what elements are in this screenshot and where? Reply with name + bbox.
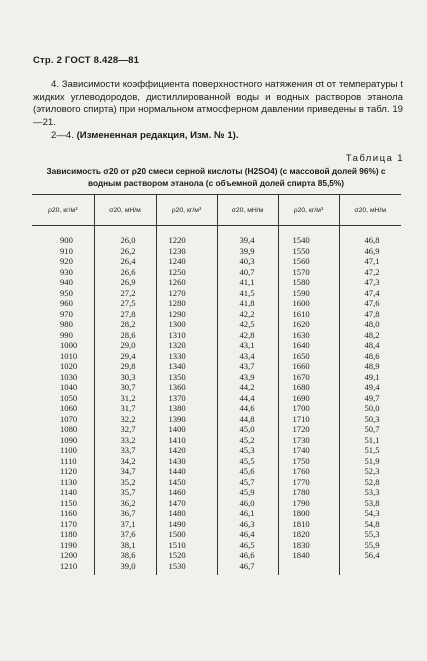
table-row: [32, 340, 401, 351]
table-cell: 1780: [278, 487, 339, 498]
table-cell: 31,7: [94, 403, 156, 414]
table-cell: 900: [60, 235, 73, 245]
table-cell: 1660: [278, 361, 339, 372]
table-cell: 1400: [156, 424, 217, 435]
table-cell: 49,4: [339, 382, 401, 393]
table-cell: 51,1: [339, 435, 401, 446]
table-cell: 1520: [156, 550, 217, 561]
table-cell: 1750: [278, 456, 339, 467]
table-cell: 1040: [60, 382, 78, 392]
table-cell: 39,9: [217, 246, 278, 257]
table-cell: 45,6: [217, 466, 278, 477]
table-cell: 37,6: [94, 529, 156, 540]
table-cell: 44,4: [217, 393, 278, 404]
table-cell: 1270: [156, 288, 217, 299]
table-cell: 48,2: [339, 330, 401, 341]
column-header: ρ20, кг/м³: [278, 195, 339, 226]
table-cell: 1320: [156, 340, 217, 351]
table-row: [32, 519, 401, 530]
table-cell: 45,9: [217, 487, 278, 498]
table-cell: 1000: [60, 340, 78, 350]
table-cell: 1790: [278, 498, 339, 509]
table-cell: 52,8: [339, 477, 401, 488]
table-cell: 1220: [156, 226, 217, 246]
table-cell: 1680: [278, 382, 339, 393]
table-cell: 910: [60, 245, 73, 256]
table-cell: 1080: [60, 424, 78, 434]
table-cell: 37,1: [94, 519, 156, 530]
table-row: [32, 435, 401, 446]
table-row: [32, 414, 401, 425]
table-cell: 1670: [278, 372, 339, 383]
table-cell: 1760: [278, 466, 339, 477]
table-cell: 38,6: [94, 550, 156, 561]
table-cell: 1480: [156, 508, 217, 519]
table-row: [32, 477, 401, 488]
table-cell: 1610: [278, 309, 339, 320]
table-row: [32, 298, 401, 309]
table-cell: 1690: [278, 393, 339, 404]
table-cell: 27,5: [94, 298, 156, 309]
table-cell: 950: [60, 287, 73, 298]
table-cell: 1290: [156, 309, 217, 320]
table-cell: 48,0: [339, 319, 401, 330]
table-cell: 1550: [278, 246, 339, 257]
table-cell: 53,3: [339, 487, 401, 498]
table-cell: 45,3: [217, 445, 278, 456]
table-cell: 1590: [278, 288, 339, 299]
table-cell: 1410: [156, 435, 217, 446]
table-cell: 48,6: [339, 351, 401, 362]
table-cell: 46,6: [217, 550, 278, 561]
table-cell: 50,7: [339, 424, 401, 435]
table-row: [32, 487, 401, 498]
table-cell: 48,4: [339, 340, 401, 351]
column-header: ρ20, кг/м³: [156, 195, 217, 226]
table-cell: 46,4: [217, 529, 278, 540]
table-cell: 27,8: [94, 309, 156, 320]
table-cell: 1720: [278, 424, 339, 435]
table-cell: 49,1: [339, 372, 401, 383]
table-header-row: [32, 195, 401, 226]
table-cell: 1150: [60, 497, 77, 508]
table-cell: 42,5: [217, 319, 278, 330]
table-row: [32, 508, 401, 519]
table-cell: 47,8: [339, 309, 401, 320]
table-cell: 41,8: [217, 298, 278, 309]
table-cell: 28,2: [94, 319, 156, 330]
table-row: [32, 288, 401, 299]
table-cell: 1390: [156, 414, 217, 425]
column-header: ρ20, кг/м³: [32, 195, 94, 226]
table-cell: 34,7: [94, 466, 156, 477]
table-row: [32, 351, 401, 362]
table-cell: 1130: [60, 476, 77, 487]
table-cell: 1820: [278, 529, 339, 540]
table-cell: 47,2: [339, 267, 401, 278]
table-cell: 1420: [156, 445, 217, 456]
table-cell: 30,7: [94, 382, 156, 393]
table-cell: 1120: [60, 466, 77, 476]
table-row: [32, 361, 401, 372]
table-row: [32, 466, 401, 477]
table-cell: 930: [60, 266, 73, 277]
table-cell: 54,3: [339, 508, 401, 519]
table-cell: 1010: [60, 350, 78, 361]
table-cell: 1620: [278, 319, 339, 330]
table-cell: [339, 561, 401, 576]
paragraph-4-text: 4. Зависимости коэффициента поверхностного натяжения σt от температуры t жидких углеводородов, дистиллированной воды и водных растворов этанола (этилового спирта) при нормальном атмосферном давлении приведены в табл. 19—21.: [33, 79, 403, 128]
table-cell: 1450: [156, 477, 217, 488]
table-cell: 45,0: [217, 424, 278, 435]
table-cell: 1340: [156, 361, 217, 372]
table-cell: 1510: [156, 540, 217, 551]
table-cell: 1190: [60, 539, 77, 550]
table-row: [32, 319, 401, 330]
table-cell: 1210: [60, 560, 78, 571]
table-cell: 40,7: [217, 267, 278, 278]
table-cell: 56,4: [339, 550, 401, 561]
table-cell: 1260: [156, 277, 217, 288]
table-cell: 29,0: [94, 340, 156, 351]
table-cell: 1140: [60, 487, 77, 497]
table-cell: 51,9: [339, 456, 401, 467]
amendment-note-prefix: 2—4.: [51, 130, 74, 141]
density-surface-tension-table: [32, 194, 401, 575]
table-cell: 46,5: [217, 540, 278, 551]
table-row: [32, 529, 401, 540]
table-cell: 1490: [156, 519, 217, 530]
table-cell: 26,2: [94, 246, 156, 257]
table-cell: 32,7: [94, 424, 156, 435]
column-header: σ20, мН/м: [339, 195, 401, 226]
table-cell: 1160: [60, 508, 77, 518]
table-cell: 1090: [60, 434, 78, 445]
table-cell: 44,8: [217, 414, 278, 425]
table-cell: 990: [60, 329, 73, 340]
table-cell: 1730: [278, 435, 339, 446]
table-cell: 1580: [278, 277, 339, 288]
table-cell: 1330: [156, 351, 217, 362]
table-cell: 32,2: [94, 414, 156, 425]
table-cell: 1100: [60, 445, 77, 455]
table-cell: 940: [60, 277, 73, 287]
table-cell: 36,7: [94, 508, 156, 519]
table-row: [32, 393, 401, 404]
table-cell: 53,8: [339, 498, 401, 509]
table-cell: 46,0: [217, 498, 278, 509]
table-cell: 39,4: [217, 226, 278, 246]
table-cell: 51,5: [339, 445, 401, 456]
table-cell: 1770: [278, 477, 339, 488]
table-row: [32, 456, 401, 467]
table-cell: 1460: [156, 487, 217, 498]
table-cell: 34,2: [94, 456, 156, 467]
table-cell: 1230: [156, 246, 217, 257]
table-cell: 29,8: [94, 361, 156, 372]
table-cell: 1380: [156, 403, 217, 414]
table-cell: 46,7: [217, 561, 278, 576]
table-cell: 1070: [60, 413, 78, 424]
amendment-note-text: (Измененная редакция, Изм. № 1).: [76, 130, 239, 141]
table-cell: 980: [60, 319, 73, 329]
table-cell: 36,2: [94, 498, 156, 509]
table-cell: 44,2: [217, 382, 278, 393]
table-cell: 43,1: [217, 340, 278, 351]
table-cell: 1050: [60, 392, 78, 403]
table-cell: 45,2: [217, 435, 278, 446]
table-row: [32, 330, 401, 341]
table-cell: 1360: [156, 382, 217, 393]
page-header: Стр. 2 ГОСТ 8.428—81: [33, 55, 140, 66]
table-cell: 1300: [156, 319, 217, 330]
table-cell: 1540: [278, 226, 339, 246]
table-cell: 920: [60, 256, 73, 266]
table-row: [32, 309, 401, 320]
table-cell: 46,9: [339, 246, 401, 257]
table-cell: 43,4: [217, 351, 278, 362]
table-cell: 31,2: [94, 393, 156, 404]
table-cell: 1740: [278, 445, 339, 456]
table-cell: 38,1: [94, 540, 156, 551]
table-cell: 1440: [156, 466, 217, 477]
table-cell: 26,4: [94, 256, 156, 267]
table-cell: 44,6: [217, 403, 278, 414]
table-cell: 28,6: [94, 330, 156, 341]
table-cell: 1030: [60, 371, 78, 382]
table-cell: 42,8: [217, 330, 278, 341]
table-cell: 42,2: [217, 309, 278, 320]
table-cell: 1800: [278, 508, 339, 519]
table-cell: 40,3: [217, 256, 278, 267]
table-cell: 30,3: [94, 372, 156, 383]
table-cell: 55,9: [339, 540, 401, 551]
table-cell: 1560: [278, 256, 339, 267]
table-cell: 1700: [278, 403, 339, 414]
table-cell: 35,2: [94, 477, 156, 488]
table-cell: 41,1: [217, 277, 278, 288]
table-row: [32, 246, 401, 257]
paragraph-4: [33, 79, 403, 129]
table-cell: 50,3: [339, 414, 401, 425]
table-row: [32, 277, 401, 288]
table-cell: 26,0: [94, 226, 156, 246]
table-row: [32, 372, 401, 383]
table-cell: 1310: [156, 330, 217, 341]
table-cell: 47,3: [339, 277, 401, 288]
table-row: [32, 540, 401, 551]
table-row: [32, 498, 401, 509]
table-cell: 1180: [60, 529, 77, 539]
table-cell: 1240: [156, 256, 217, 267]
table-cell: 1430: [156, 456, 217, 467]
table-caption: Зависимость σ20 от ρ20 смеси серной кислоты (H2SO4) (с массовой долей 96%) с водным раствором этанола (с объемной долей спирта 85,5%): [46, 166, 386, 188]
table-cell: 1020: [60, 361, 78, 371]
column-header: σ20, мН/м: [217, 195, 278, 226]
table-cell: 1630: [278, 330, 339, 341]
table-cell: 1570: [278, 267, 339, 278]
table-cell: 1500: [156, 529, 217, 540]
table-cell: 1830: [278, 540, 339, 551]
table-cell: 26,9: [94, 277, 156, 288]
table-cell: 1060: [60, 403, 78, 413]
table-cell: 43,7: [217, 361, 278, 372]
table-row: [32, 267, 401, 278]
table-cell: 47,6: [339, 298, 401, 309]
table-cell: 45,5: [217, 456, 278, 467]
table-cell: 43,9: [217, 372, 278, 383]
table-cell: 54,8: [339, 519, 401, 530]
table-body: [32, 226, 401, 576]
table-cell: 29,4: [94, 351, 156, 362]
table-cell: 960: [60, 298, 73, 308]
table-cell: 39,0: [94, 561, 156, 576]
table-cell: 1350: [156, 372, 217, 383]
table-cell: 45,7: [217, 477, 278, 488]
table-cell: 46,1: [217, 508, 278, 519]
table-cell: 33,2: [94, 435, 156, 446]
table-cell: 1250: [156, 267, 217, 278]
table-cell: 26,6: [94, 267, 156, 278]
table-cell: 55,3: [339, 529, 401, 540]
amendment-note: [51, 130, 239, 141]
table-cell: 50,0: [339, 403, 401, 414]
table-cell: 1370: [156, 393, 217, 404]
table-cell: 49,7: [339, 393, 401, 404]
column-header: σ20, мН/м: [94, 195, 156, 226]
table-cell: 33,7: [94, 445, 156, 456]
table-row: [32, 226, 401, 246]
table-row: [32, 256, 401, 267]
table-row: [32, 403, 401, 414]
table-cell: 1840: [278, 550, 339, 561]
table-cell: 1470: [156, 498, 217, 509]
table-cell: 1710: [278, 414, 339, 425]
table-cell: 1110: [60, 455, 77, 466]
table-cell: 1530: [156, 561, 217, 576]
table-row: [32, 445, 401, 456]
table-label: Таблица 1: [345, 153, 404, 164]
table-cell: 1810: [278, 519, 339, 530]
table-cell: 46,8: [339, 226, 401, 246]
table-cell: [278, 561, 339, 576]
table-cell: 52,3: [339, 466, 401, 477]
table-cell: 35,7: [94, 487, 156, 498]
table-cell: 1280: [156, 298, 217, 309]
table-cell: 41,5: [217, 288, 278, 299]
table-cell: 1650: [278, 351, 339, 362]
table-cell: 27,2: [94, 288, 156, 299]
table-row: [32, 561, 401, 576]
table-row: [32, 424, 401, 435]
table-cell: 970: [60, 308, 73, 319]
table-cell: 48,9: [339, 361, 401, 372]
table-cell: 46,3: [217, 519, 278, 530]
table-cell: 1640: [278, 340, 339, 351]
table-cell: 47,4: [339, 288, 401, 299]
table-row: [32, 382, 401, 393]
table-row: [32, 550, 401, 561]
table-cell: 1600: [278, 298, 339, 309]
table-cell: 47,1: [339, 256, 401, 267]
table-cell: 1170: [60, 518, 77, 529]
table-cell: 1200: [60, 550, 78, 560]
